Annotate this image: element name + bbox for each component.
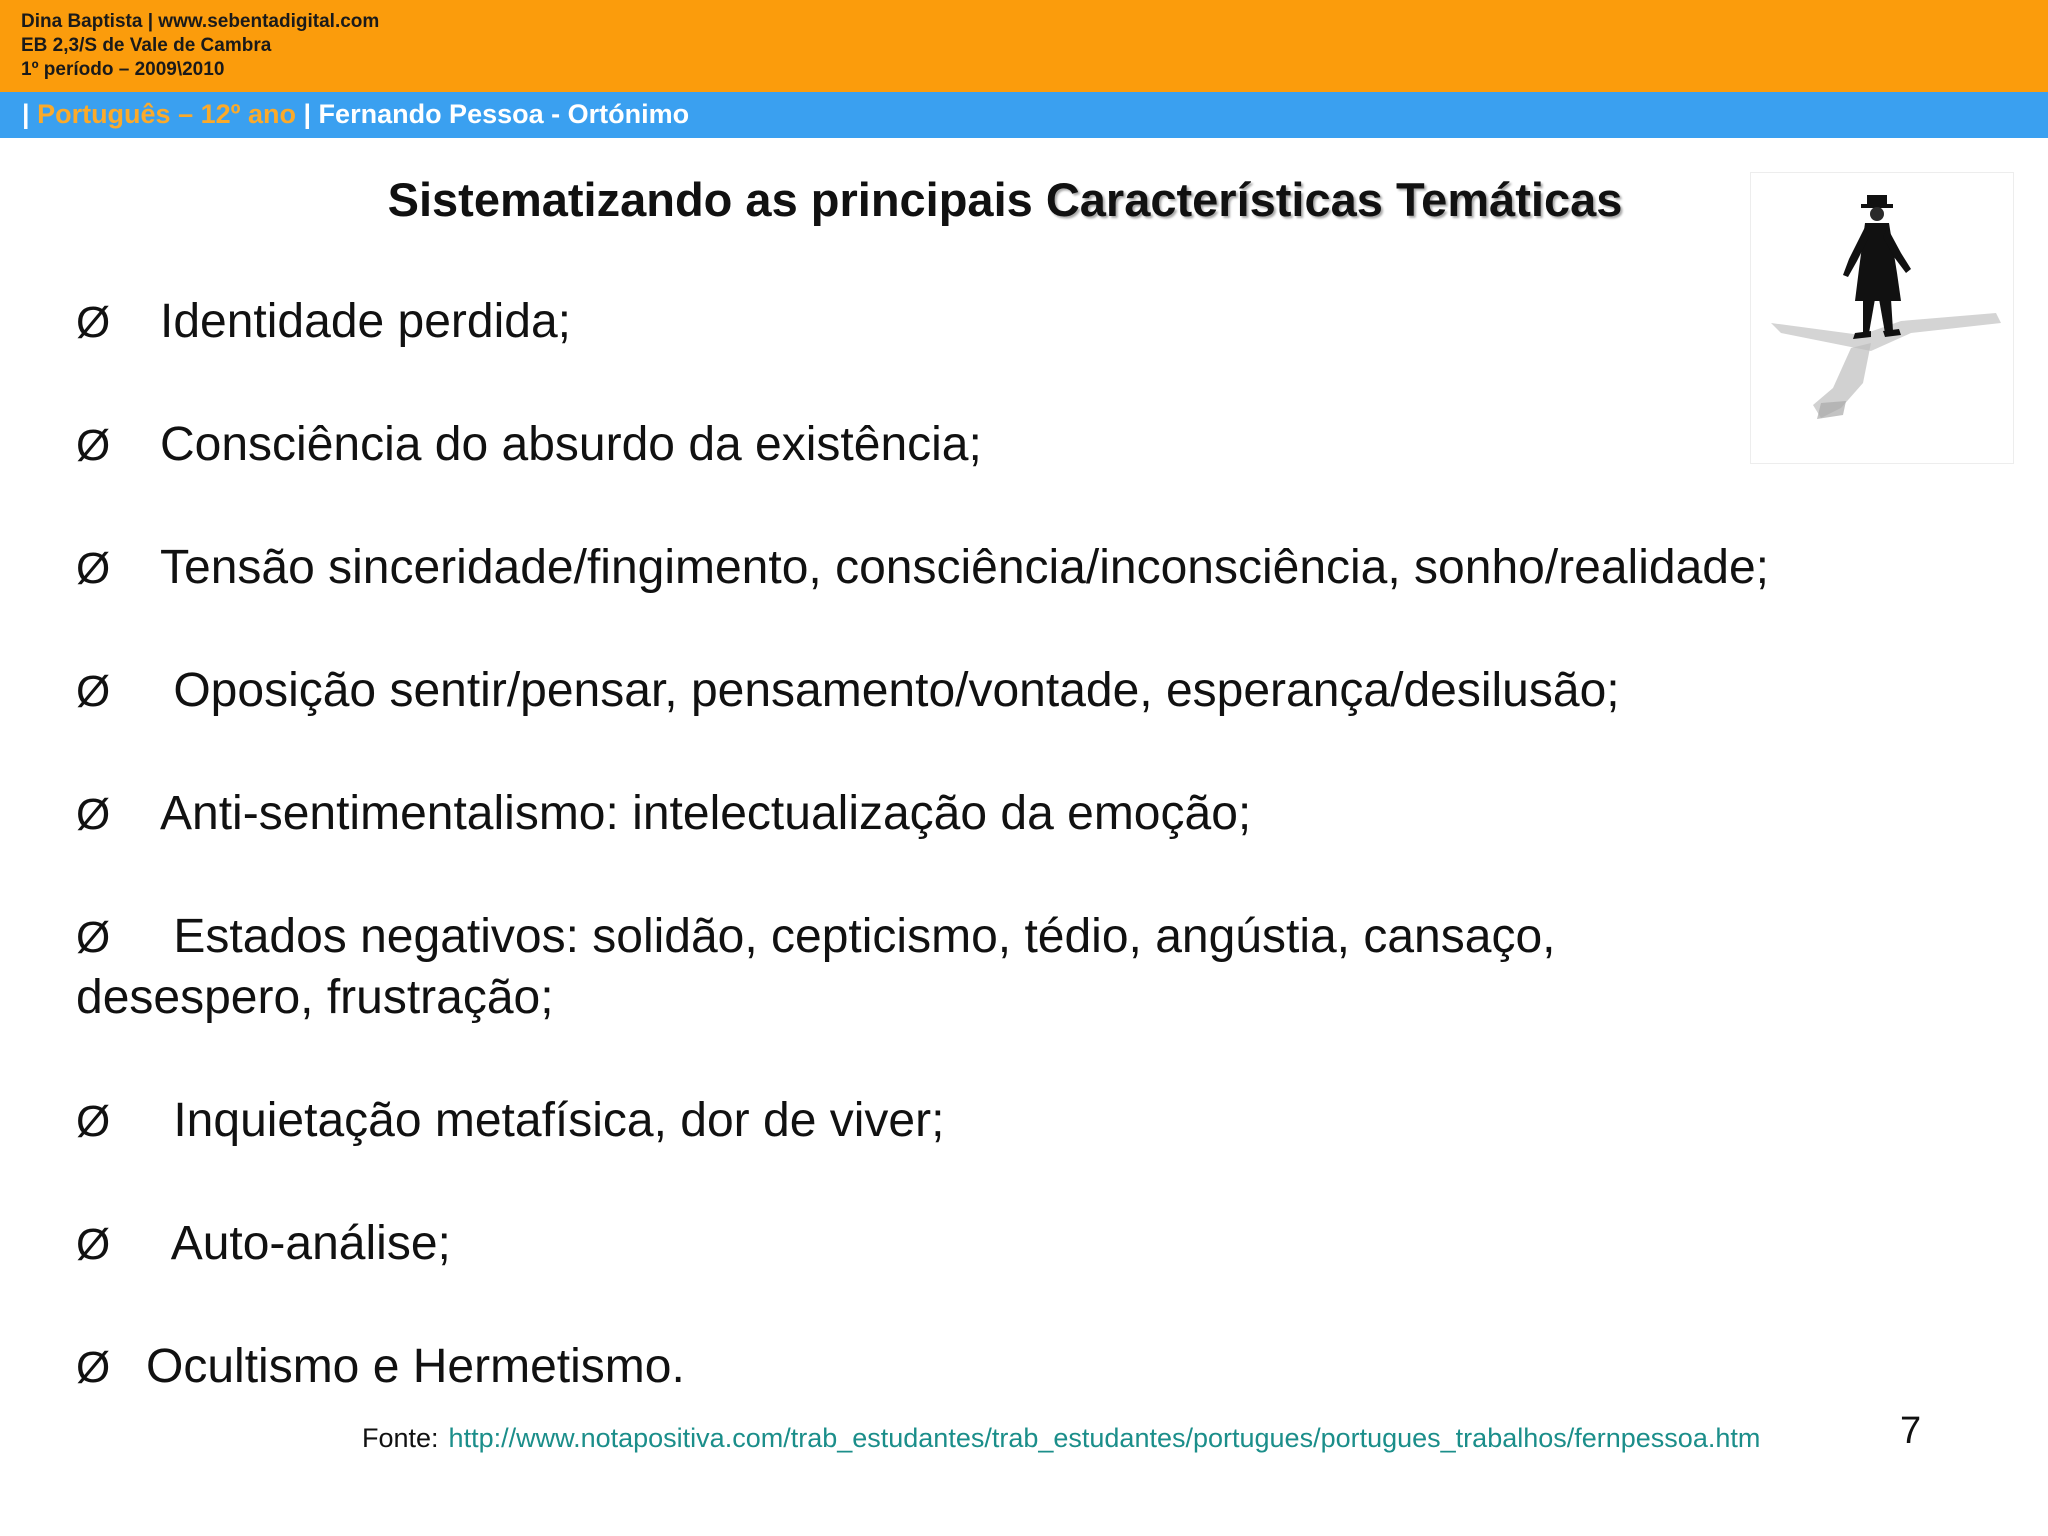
list-item-text: Estados negativos: solidão, cepticismo, tédio, angústia, cansaço, desespero, frustração; xyxy=(76,910,1556,1024)
header-school: EB 2,3/S de Vale de Cambra xyxy=(21,35,272,56)
bullet-marker: Ø xyxy=(76,667,111,716)
list-item xyxy=(76,907,1776,1028)
list-item-text: Consciência do absurdo da existência; xyxy=(160,418,982,471)
list-item-text: Inquietação metafísica, dor de viver; xyxy=(160,1094,945,1147)
slide-title-plain: Sistematizando as principais xyxy=(387,173,1046,226)
bullet-marker: Ø xyxy=(76,1097,111,1146)
list-item xyxy=(76,1214,451,1275)
list-item-text: Anti-sentimentalismo: intelectualização da emoção; xyxy=(160,787,1252,840)
header-author: Dina Baptista | www.sebentadigital.com xyxy=(21,11,380,32)
page-number: 7 xyxy=(1900,1410,1922,1452)
list-item-text: Auto-análise; xyxy=(160,1217,451,1270)
bullet-marker: Ø xyxy=(76,790,111,839)
list-item xyxy=(76,1091,944,1152)
list-item xyxy=(76,784,1251,845)
walking-man-illustration xyxy=(1750,172,2014,464)
list-item-text: Identidade perdida; xyxy=(160,295,571,348)
bullet-marker: Ø xyxy=(76,1343,111,1392)
bullet-marker: Ø xyxy=(76,913,111,962)
list-item-text: Tensão sinceridade/fingimento, consciência/inconsciência, sonho/realidade; xyxy=(160,541,1769,594)
list-item xyxy=(76,1337,685,1398)
bullet-marker: Ø xyxy=(76,298,111,347)
nav-breadcrumb xyxy=(22,97,689,131)
bullet-marker: Ø xyxy=(76,1220,111,1269)
list-item xyxy=(76,292,571,353)
footer-source-label: Fonte: xyxy=(362,1423,439,1453)
bullet-marker: Ø xyxy=(76,544,111,593)
nav-subject: Português – 12º ano xyxy=(37,99,296,129)
walking-man-icon xyxy=(1751,173,2013,463)
footer-source xyxy=(362,1422,1760,1454)
nav-prefix: | xyxy=(22,99,38,129)
slide-title xyxy=(0,172,2010,228)
list-item xyxy=(76,661,1620,722)
footer-source-link[interactable]: http://www.notapositiva.com/trab_estudantes/trab_estudantes/portugues/portugues_trabalhos/fernpessoa.htm xyxy=(448,1423,1761,1453)
list-item xyxy=(76,538,1769,599)
list-item-text: Oposição sentir/pensar, pensamento/vontade, esperança/desilusão; xyxy=(160,664,1620,717)
bullet-marker: Ø xyxy=(76,421,111,470)
list-item-text: Ocultismo e Hermetismo. xyxy=(146,1340,685,1393)
list-item xyxy=(76,415,982,476)
nav-topic: | Fernando Pessoa - Ortónimo xyxy=(296,99,690,129)
slide-title-emphasis: Características Temáticas xyxy=(1045,173,1623,226)
header-period: 1º período – 2009\2010 xyxy=(21,59,225,80)
